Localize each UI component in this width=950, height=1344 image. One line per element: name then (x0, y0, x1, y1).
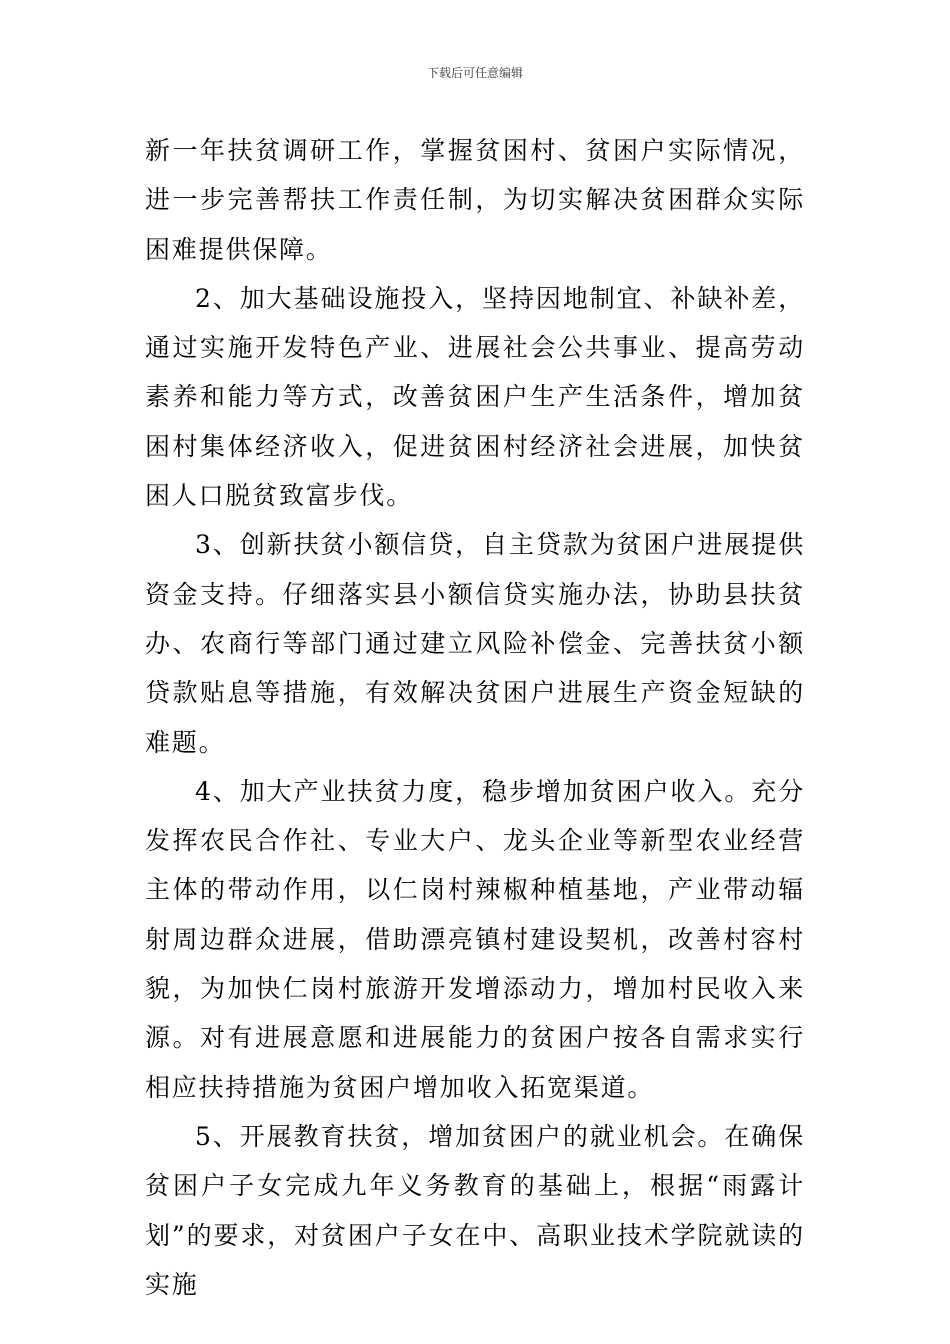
paragraph-5: 5、开展教育扶贫，增加贫困户的就业机会。在确保贫困户子女完成九年义务教育的基础上，根据“雨露计划”的要求，对贫困户子女在中、高职业技术学院就读的实施 (145, 1121, 805, 1299)
paragraph-4: 4、加大产业扶贫力度，稳步增加贫困户收入。充分发挥农民合作社、专业大户、龙头企业等新型农业经营主体的带动作用，以仁岗村辣椒种植基地，产业带动辐射周边群众进展，借助漂亮镇村建设契机，改善村容村貌，为加快仁岗村旅游开发增添动力，增加村民收入来源。对有进展意愿和进展能力的贫困户按各自需求实行相应扶持措施为贫困户增加收入拓宽渠道。 (145, 776, 805, 1102)
paragraph-3: 3、创新扶贫小额信贷，自主贷款为贫困户进展提供资金支持。仔细落实县小额信贷实施办法，协助县扶贫办、农商行等部门通过建立风险补偿金、完善扶贫小额贷款贴息等措施，有效解决贫困户进展生产资金短缺的难题。 (145, 530, 805, 757)
document-body (145, 126, 805, 1309)
page-header: 下载后可任意编辑 (426, 66, 523, 80)
paragraph-1: 新一年扶贫调研工作，掌握贫困村、贫困户实际情况，进一步完善帮扶工作责任制，为切实解决贫困群众实际困难提供保障。 (145, 136, 805, 264)
paragraph-2: 2、加大基础设施投入，坚持因地制宜、补缺补差，通过实施开发特色产业、进展社会公共事业、提高劳动素养和能力等方式，改善贫困户生产生活条件，增加贫困村集体经济收入，促进贫困村经济社会进展，加快贫困人口脱贫致富步伐。 (145, 283, 805, 511)
